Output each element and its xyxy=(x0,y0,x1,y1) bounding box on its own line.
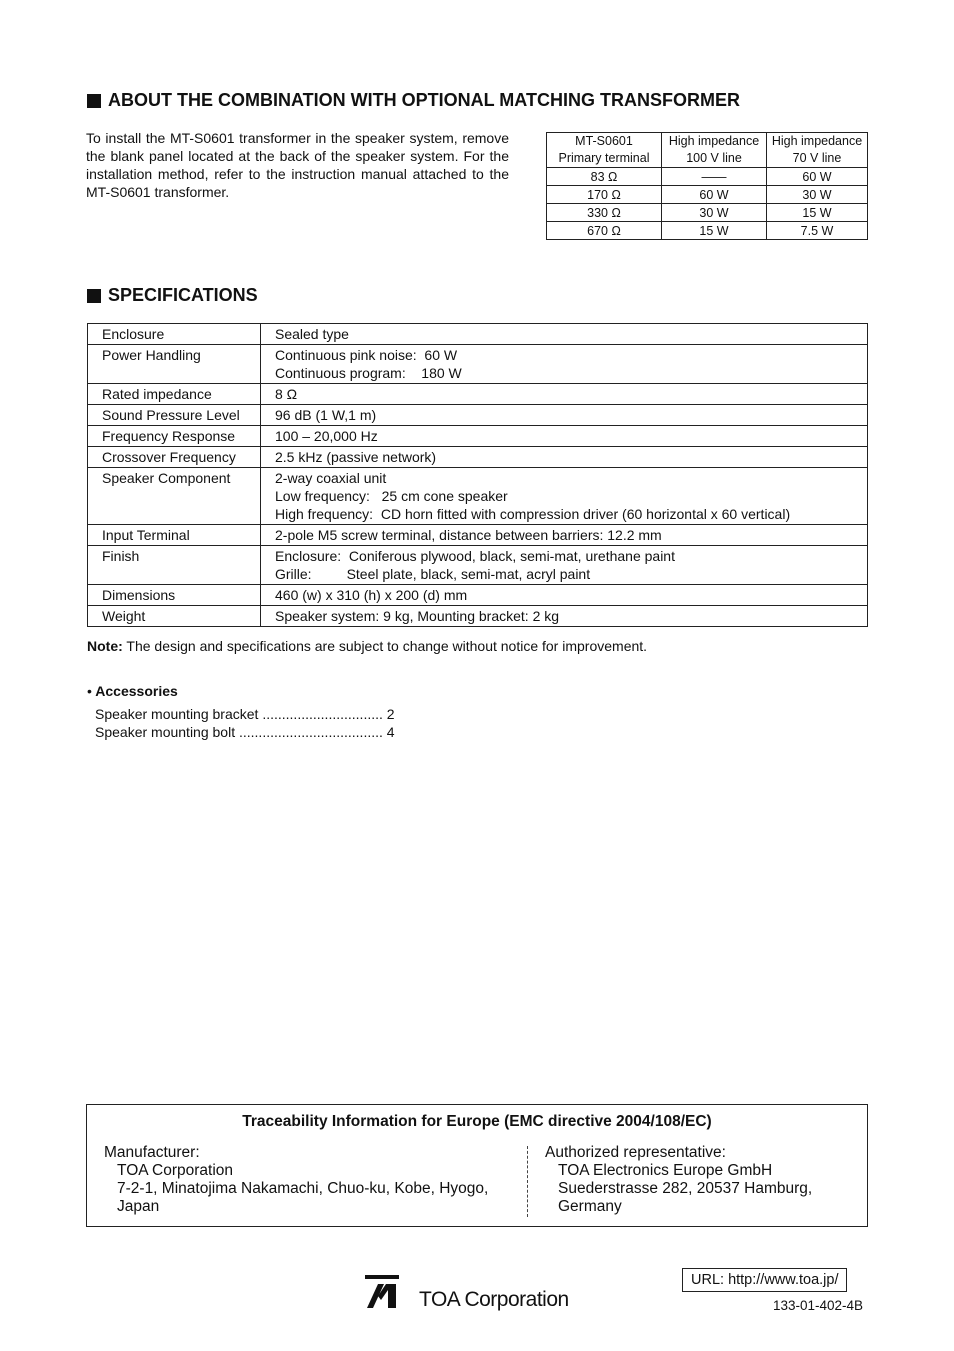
manufacturer-line: Japan xyxy=(117,1198,160,1215)
traceability-box xyxy=(86,1104,868,1227)
table-row xyxy=(88,405,868,426)
transformer-header-cell: High impedance 100 V line xyxy=(662,133,767,168)
representative-line: Germany xyxy=(558,1198,622,1215)
table-cell: 170 Ω xyxy=(547,186,662,204)
brand-name: TOA Corporation xyxy=(419,1288,569,1311)
spec-label: Input Terminal xyxy=(88,525,261,546)
accessory-item: Speaker mounting bolt ..................................... 4 xyxy=(95,724,395,740)
transformer-header-cell: MT-S0601 Primary terminal xyxy=(547,133,662,168)
spec-label: Sound Pressure Level xyxy=(88,405,261,426)
manufacturer-label: Manufacturer: xyxy=(104,1144,200,1161)
table-cell: 60 W xyxy=(662,186,767,204)
spec-label: Power Handling xyxy=(88,345,261,384)
spec-label: Finish xyxy=(88,546,261,585)
spec-label: Frequency Response xyxy=(88,426,261,447)
spec-label: Rated impedance xyxy=(88,384,261,405)
transformer-section-heading xyxy=(87,90,740,111)
table-row xyxy=(88,546,868,585)
bullet-icon: • xyxy=(87,683,92,699)
table-cell: 30 W xyxy=(767,186,868,204)
spec-label: Weight xyxy=(88,606,261,627)
specifications-heading-text: SPECIFICATIONS xyxy=(108,285,258,305)
table-cell: —— xyxy=(662,168,767,186)
column-divider xyxy=(527,1146,528,1217)
spec-label: Dimensions xyxy=(88,585,261,606)
spec-value: 460 (w) x 310 (h) x 200 (d) mm xyxy=(261,585,868,606)
transformer-table-header-row xyxy=(547,133,868,168)
table-cell: 83 Ω xyxy=(547,168,662,186)
transformer-heading-text: ABOUT THE COMBINATION WITH OPTIONAL MATCHING TRANSFORMER xyxy=(108,90,740,110)
representative-label: Authorized representative: xyxy=(545,1144,726,1161)
representative-line: Suederstrasse 282, 20537 Hamburg, xyxy=(558,1180,813,1197)
table-row xyxy=(88,324,868,345)
spec-value: 100 – 20,000 Hz xyxy=(261,426,868,447)
table-cell: 330 Ω xyxy=(547,204,662,222)
manufacturer-line: 7-2-1, Minatojima Nakamachi, Chuo-ku, Kobe, Hyogo, xyxy=(117,1180,489,1197)
table-cell: 60 W xyxy=(767,168,868,186)
spec-value: 2-pole M5 screw terminal, distance between barriers: 12.2 mm xyxy=(261,525,868,546)
spec-label: Speaker Component xyxy=(88,468,261,525)
spec-value: 96 dB (1 W,1 m) xyxy=(261,405,868,426)
table-row xyxy=(88,525,868,546)
representative-line: TOA Electronics Europe GmbH xyxy=(558,1162,773,1179)
spec-value: Continuous pink noise: 60 W Continuous program: 180 W xyxy=(261,345,868,384)
table-row xyxy=(88,345,868,384)
table-cell: 15 W xyxy=(767,204,868,222)
manufacturer-block xyxy=(104,1144,514,1216)
toa-logo xyxy=(365,1275,401,1316)
table-row xyxy=(88,585,868,606)
table-row xyxy=(88,606,868,627)
representative-block xyxy=(545,1144,855,1216)
accessories-title-text: Accessories xyxy=(95,683,178,699)
note-label: Note: xyxy=(87,638,123,654)
url-box: URL: http://www.toa.jp/ xyxy=(682,1268,847,1292)
transformer-header-cell: High impedance 70 V line xyxy=(767,133,868,168)
table-cell: 15 W xyxy=(662,222,767,240)
table-row xyxy=(547,186,868,204)
square-bullet-icon xyxy=(87,94,101,108)
table-cell: 670 Ω xyxy=(547,222,662,240)
document-code: 133-01-402-4B xyxy=(773,1298,864,1313)
transformer-table xyxy=(546,132,868,240)
spec-label: Enclosure xyxy=(88,324,261,345)
spec-note xyxy=(87,638,647,654)
specifications-heading xyxy=(87,285,258,306)
spec-value: Speaker system: 9 kg, Mounting bracket: 2 kg xyxy=(261,606,868,627)
spec-value: Enclosure: Coniferous plywood, black, semi-mat, urethane paint Grille: Steel plate, black, semi-mat, acryl paint xyxy=(261,546,868,585)
accessory-item: Speaker mounting bracket ............................... 2 xyxy=(95,706,395,722)
table-row xyxy=(88,447,868,468)
toa-logo-icon xyxy=(365,1275,401,1311)
transformer-intro-paragraph: To install the MT-S0601 transformer in the speaker system, remove the blank panel located at the back of the speaker system. For the installation method, refer to the instruction manual attached to the MT-S0601 transformer. xyxy=(86,130,509,200)
manufacturer-line: TOA Corporation xyxy=(117,1162,234,1179)
table-cell: 30 W xyxy=(662,204,767,222)
table-row xyxy=(547,222,868,240)
table-row xyxy=(547,204,868,222)
spec-value: 2-way coaxial unit Low frequency: 25 cm cone speaker High frequency: CD horn fitted with compression driver (60 horizontal x 60 vertical) xyxy=(261,468,868,525)
spec-value: Sealed type xyxy=(261,324,868,345)
table-cell: 7.5 W xyxy=(767,222,868,240)
spec-value: 2.5 kHz (passive network) xyxy=(261,447,868,468)
table-row xyxy=(88,384,868,405)
accessories-title xyxy=(87,683,178,699)
table-row xyxy=(88,468,868,525)
spec-value: 8 Ω xyxy=(261,384,868,405)
spec-label: Crossover Frequency xyxy=(88,447,261,468)
table-row xyxy=(547,168,868,186)
traceability-title: Traceability Information for Europe (EMC directive 2004/108/EC) xyxy=(242,1113,712,1130)
specifications-table xyxy=(87,323,868,627)
square-bullet-icon xyxy=(87,289,101,303)
table-row xyxy=(88,426,868,447)
note-text: The design and specifications are subject to change without notice for improvement. xyxy=(122,638,648,654)
